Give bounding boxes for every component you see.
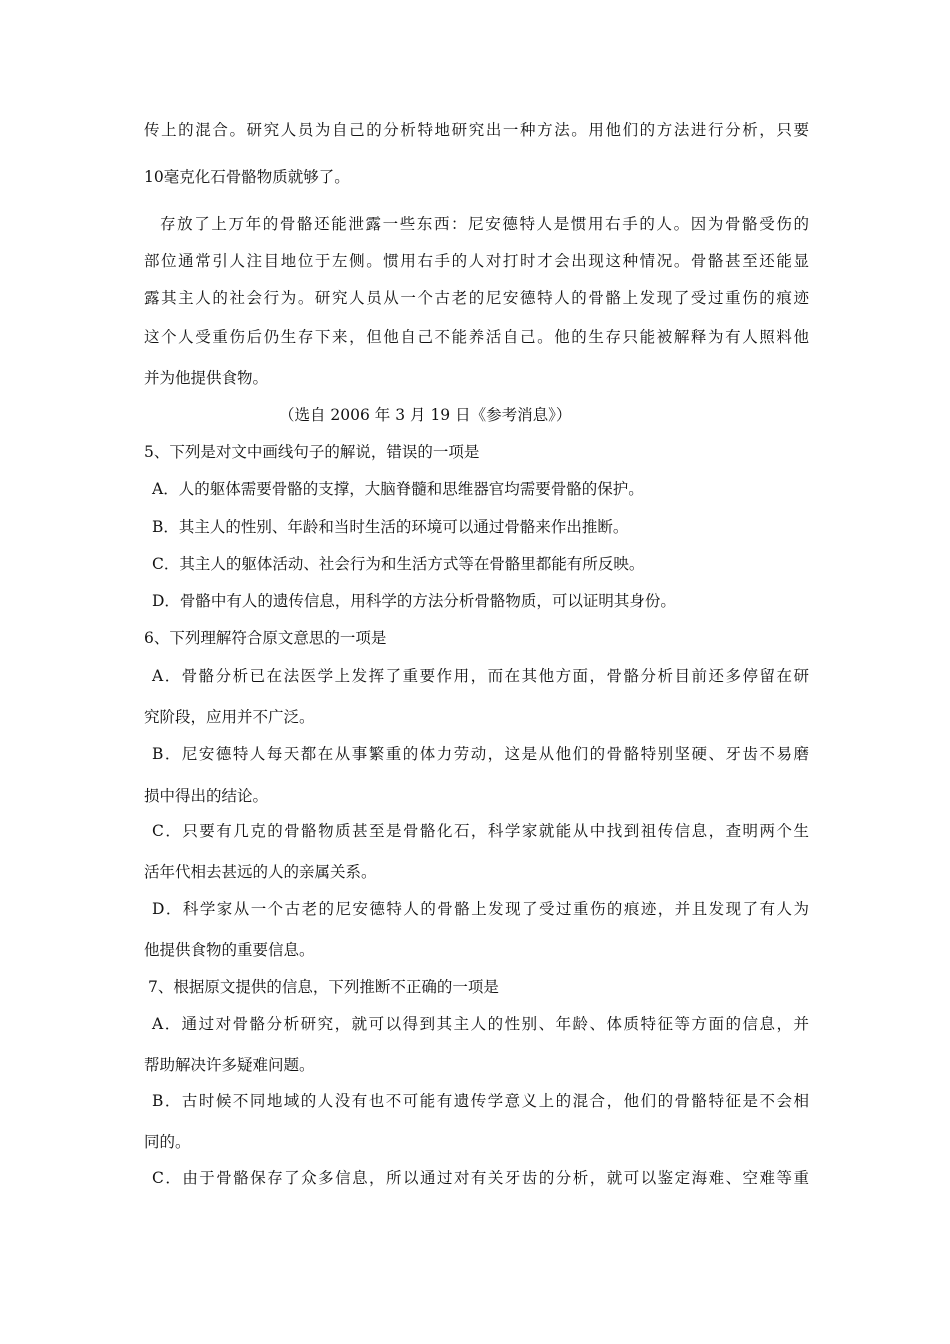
question-6-option-b: B．尼安德特人每天都在从事繁重的体力劳动，这是从他们的骨骼特别坚硬、牙齿不易磨 [152, 745, 809, 763]
question-6-option-d-cont: 他提供食物的重要信息。 [144, 941, 315, 959]
question-6-option-a-cont: 究阶段，应用并不广泛。 [144, 708, 315, 726]
question-5-option-b: B．其主人的性别、年龄和当时生活的环境可以通过骨骼来作出推断。 [152, 518, 629, 536]
question-7-option-a: A．通过对骨骼分析研究，就可以得到其主人的性别、年龄、体质特征等方面的信息，并 [152, 1015, 809, 1033]
passage-line: 这个人受重伤后仍生存下来，但他自己不能养活自己。他的生存只能被解释为有人照料他 [144, 328, 809, 346]
passage-line: 露其主人的社会行为。研究人员从一个古老的尼安德特人的骨骼上发现了受过重伤的痕迹 [144, 289, 809, 307]
question-6-option-b-cont: 损中得出的结论。 [144, 787, 269, 805]
question-6-stem: 6、下列理解符合原文意思的一项是 [144, 629, 387, 647]
passage-line: 10毫克化石骨骼物质就够了。 [144, 168, 350, 186]
passage-line: 部位通常引人注目地位于左侧。惯用右手的人对打时才会出现这种情况。骨骼甚至还能显 [144, 252, 809, 270]
question-7-option-c: C．由于骨骼保存了众多信息，所以通过对有关牙齿的分析，就可以鉴定海难、空难等重 [152, 1169, 809, 1187]
question-6-option-a: A．骨骼分析已在法医学上发挥了重要作用，而在其他方面，骨骼分析目前还多停留在研 [152, 667, 809, 685]
question-7-option-a-cont: 帮助解决许多疑难问题。 [144, 1056, 315, 1074]
question-7-option-b-cont: 同的。 [144, 1133, 191, 1151]
question-7-option-b: B．古时候不同地域的人没有也不可能有遗传学意义上的混合，他们的骨骼特征是不会相 [152, 1092, 809, 1110]
passage-line: 存放了上万年的骨骼还能泄露一些东西：尼安德特人是惯用右手的人。因为骨骼受伤的 [160, 215, 809, 233]
question-5-stem: 5、下列是对文中画线句子的解说，错误的一项是 [144, 443, 480, 461]
question-6-option-c: C．只要有几克的骨骼物质甚至是骨骼化石，科学家就能从中找到祖传信息，查明两个生 [152, 822, 809, 840]
passage-source: （选自 2006 年 3 月 19 日《参考消息》） [279, 406, 572, 424]
question-7-stem: 7、根据原文提供的信息，下列推断不正确的一项是 [148, 978, 499, 996]
question-6-option-c-cont: 活年代相去甚远的人的亲属关系。 [144, 863, 377, 881]
question-5-option-c: C．其主人的躯体活动、社会行为和生活方式等在骨骼里都能有所反映。 [152, 555, 645, 573]
question-5-option-a: A．人的躯体需要骨骼的支撑，大脑脊髓和思维器官均需要骨骼的保护。 [152, 480, 644, 498]
question-6-option-d: D．科学家从一个古老的尼安德特人的骨骼上发现了受过重伤的痕迹，并且发现了有人为 [152, 900, 809, 918]
passage-line: 传上的混合。研究人员为自己的分析特地研究出一种方法。用他们的方法进行分析，只要 [144, 121, 809, 139]
question-5-option-d: D．骨骼中有人的遗传信息，用科学的方法分析骨骼物质，可以证明其身份。 [152, 592, 676, 610]
passage-line: 并为他提供食物。 [144, 369, 269, 387]
